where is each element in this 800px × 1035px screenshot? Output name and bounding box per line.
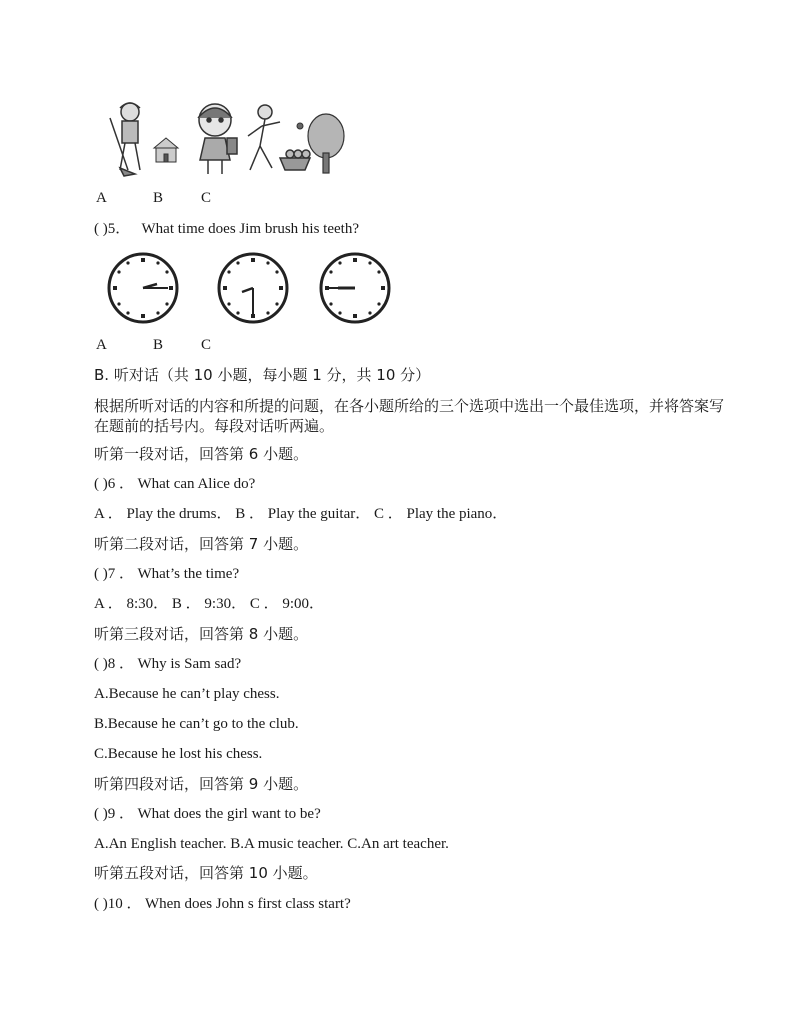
q6-options: A ． Play the drums． B ． Play the guitar． C ． Play the piano． — [94, 506, 508, 522]
q7-question: ( )7 ． What’s the time? — [94, 566, 240, 582]
clock-c-icon — [321, 254, 389, 322]
dialogue-1-heading: 听第一段对话，回答第 6 小题。 — [94, 445, 309, 463]
dialogue-5-heading: 听第五段对话，回答第 10 小题。 — [94, 864, 318, 882]
section-b-title: B. 听对话（共 10 小题，每小题 1 分，共 10 分） — [94, 366, 431, 384]
clock-a-icon — [109, 254, 177, 322]
boy-sweeping-image — [110, 103, 140, 176]
q4-option-c-label: C — [201, 190, 212, 206]
q5-clocks — [104, 252, 404, 332]
q8-option-b: B.Because he can’t go to the club. — [94, 716, 299, 732]
tree-image — [308, 114, 344, 173]
clock-b-icon — [219, 254, 287, 322]
dialogue-4-heading: 听第四段对话，回答第 9 小题。 — [94, 775, 309, 793]
q9-options: A.An English teacher. B.A music teacher. C.An art teacher. — [94, 836, 449, 852]
sun-image — [297, 123, 303, 129]
q6-question: ( )6 ． What can Alice do? — [94, 476, 256, 492]
q8-option-c: C.Because he lost his chess. — [94, 746, 263, 762]
school-building-image — [154, 138, 178, 162]
q7-options: A ． 8:30． B ． 9:30． C ． 9:00． — [94, 596, 325, 612]
man-running-image — [248, 105, 310, 170]
q8-option-a: A.Because he can’t play chess. — [94, 686, 280, 702]
q10-question: ( )10 ． When does John s first class start? — [94, 896, 351, 912]
girl-image — [198, 104, 237, 174]
q9-question: ( )9 ． What does the girl want to be? — [94, 806, 321, 822]
q4-illustration — [100, 98, 345, 180]
q5-option-b-label: B — [153, 337, 164, 353]
section-b-instructions: 根据所听对话的内容和所提的问题，在各小题所给的三个选项中选出一个最佳选项，并将答案写在题前的括号内。每段对话听两遍。 — [94, 397, 725, 435]
q5-question: ( )5． What time does Jim brush his teeth? — [94, 221, 359, 237]
q5-number: ( )5 — [94, 221, 116, 237]
q4-option-b-label: B — [153, 190, 164, 206]
dialogue-2-heading: 听第二段对话，回答第 7 小题。 — [94, 535, 309, 553]
q5-option-a-label: A — [96, 337, 107, 353]
q8-question: ( )8 ． Why is Sam sad? — [94, 656, 242, 672]
q5-option-c-label: C — [201, 337, 212, 353]
q4-option-a-label: A — [96, 190, 107, 206]
dialogue-3-heading: 听第三段对话，回答第 8 小题。 — [94, 625, 309, 643]
q4-picture-strip — [100, 98, 345, 180]
q5-text: What time does Jim brush his teeth? — [141, 221, 359, 237]
